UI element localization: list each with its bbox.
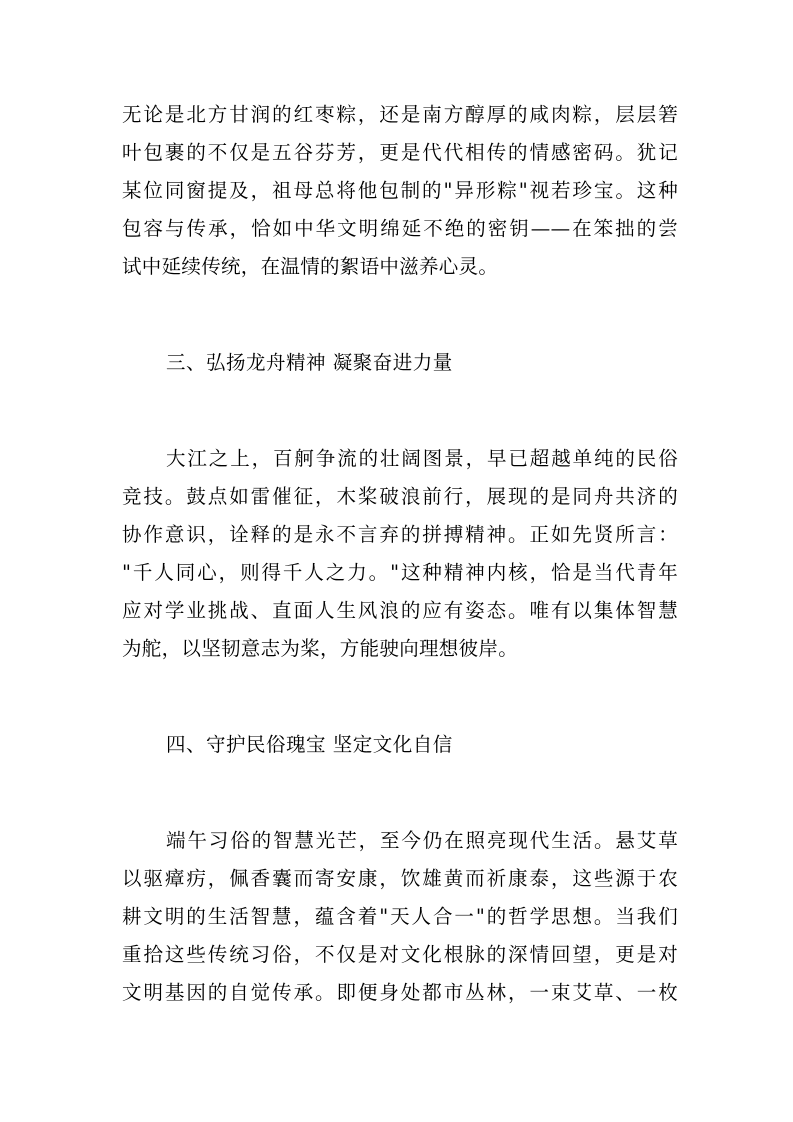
text-line: 包容与传承，恰如中华文明绵延不绝的密钥——在笨拙的尝	[122, 217, 678, 240]
text-line: 重拾这些传统习俗，不仅是对文化根脉的深情回望，更是对	[122, 943, 678, 966]
text-line: 耕文明的生活智慧，蕴含着"天人合一"的哲学思想。当我们	[122, 905, 678, 928]
text-line: 叶包裹的不仅是五谷芬芳，更是代代相传的情感密码。犹记	[122, 141, 678, 164]
text-line: 试中延续传统，在温情的絮语中滋养心灵。	[122, 255, 499, 278]
text-line: 文明基因的自觉传承。即便身处都市丛林，一束艾草、一枚	[122, 981, 678, 1004]
text-line: 某位同窗提及，祖母总将他包制的"异形粽"视若珍宝。这种	[122, 179, 678, 202]
paragraph-ending-previous	[122, 96, 678, 286]
text-line: 竞技。鼓点如雷催征，木桨破浪前行，展现的是同舟共济的	[122, 485, 678, 508]
spacer	[122, 764, 678, 822]
spacer	[122, 668, 678, 726]
document-page	[122, 96, 678, 1012]
text-line: 大江之上，百舸争流的壮阔图景，早已超越单纯的民俗	[166, 447, 678, 470]
section-heading-3: 三、弘扬龙舟精神 凝聚奋进力量	[166, 351, 453, 374]
section-heading-4: 四、守护民俗瑰宝 坚定文化自信	[166, 733, 453, 756]
text-line: 应对学业挑战、直面人生风浪的应有姿态。唯有以集体智慧	[122, 599, 678, 622]
spacer	[122, 382, 678, 440]
text-line: "千人同心，则得千人之力。"这种精神内核，恰是当代青年	[122, 561, 678, 584]
text-line: 协作意识，诠释的是永不言弃的拼搏精神。正如先贤所言：	[122, 523, 678, 546]
text-line: 为舵，以坚韧意志为桨，方能驶向理想彼岸。	[122, 637, 519, 660]
paragraph-dragon-boat	[122, 440, 678, 668]
spacer	[122, 286, 678, 344]
text-line: 端午习俗的智慧光芒，至今仍在照亮现代生活。悬艾草	[166, 829, 678, 852]
text-line: 无论是北方甘润的红枣粽，还是南方醇厚的咸肉粽，层层箬	[122, 103, 678, 126]
text-line: 以驱瘴疠，佩香囊而寄安康，饮雄黄而祈康泰，这些源于农	[122, 867, 678, 890]
paragraph-folk-customs	[122, 822, 678, 1012]
